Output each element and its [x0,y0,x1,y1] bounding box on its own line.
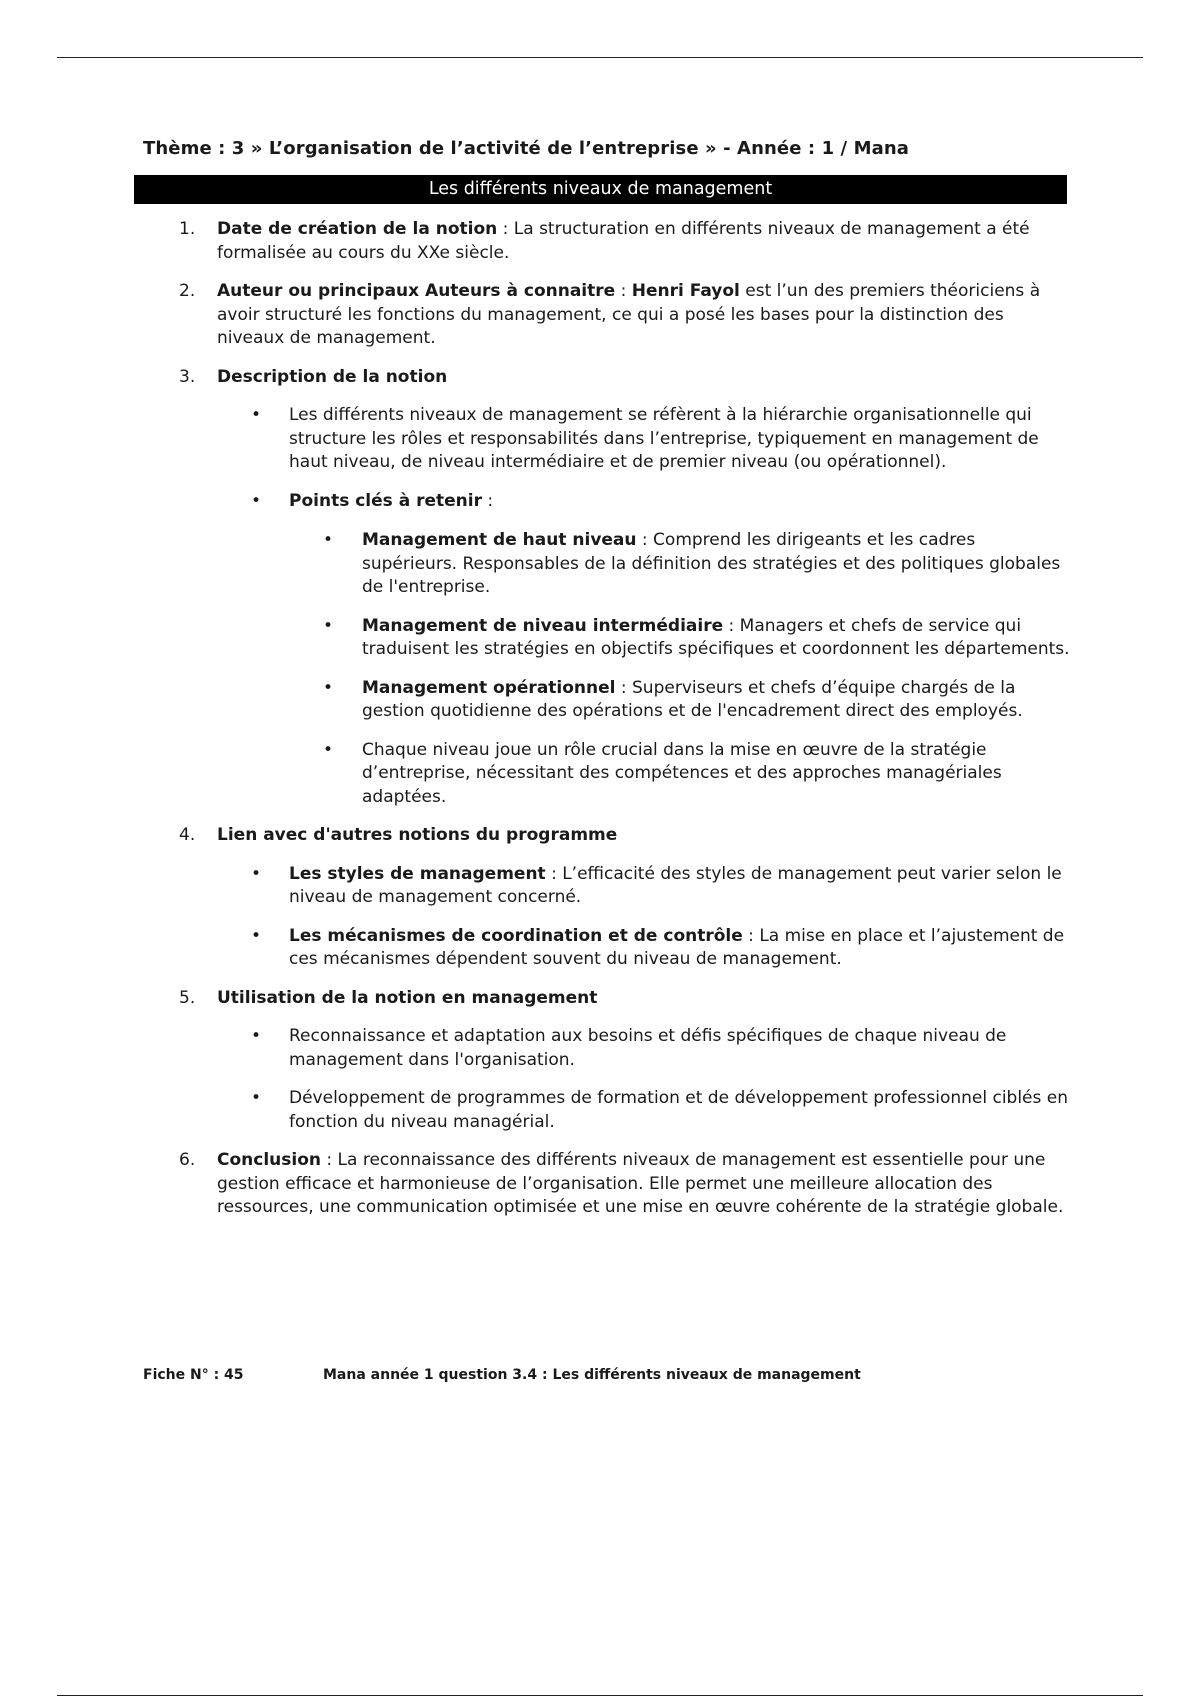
section-number: 2. [179,281,196,301]
section-title: Conclusion [217,1150,321,1170]
section-text: est l’un des premiers théoriciens à avoir structuré les fonctions du management, ce qui a posé les bases pour la distinction des niveaux de management. [217,281,1041,348]
link-item [217,863,1073,910]
bottom-rule [57,1695,1143,1696]
key-point [289,677,1073,724]
sections-list [143,218,1073,1220]
bullet: • [251,863,262,884]
section-number: 5. [179,987,196,1008]
separator: : [615,281,632,301]
definition-text: Les différents niveaux de management se réfèrent à la hiérarchie organisationnelle qui structure les rôles et responsabilités dans l’entreprise, typiquement en management de haut niveau, de niveau intermédiaire et de premier niveau (ou opérationnel). [289,405,1039,472]
top-rule [57,57,1143,58]
fiche-number: Fiche N° : 45 [143,1367,244,1383]
section-number: 1. [179,219,196,239]
section-conclusion [143,1149,1073,1220]
notion-banner: Les différents niveaux de management [134,175,1067,204]
bullet: • [251,490,262,511]
bullet: • [251,405,262,425]
link-item [217,925,1073,972]
closing-point-text: Chaque niveau joue un rôle crucial dans la mise en œuvre de la stratégie d’entreprise, nécessitant des compétences et des approches managériales adaptées. [362,739,1002,807]
usage-item [217,1025,1073,1072]
bullet: • [323,530,334,550]
section-number: 3. [179,366,196,387]
section-text: : La structuration en différents niveaux de management a été formalisée au cours du XXe siècle. [217,219,1030,263]
section-number: 4. [179,825,196,845]
section-creation-date [143,218,1073,265]
section-title: Description de la notion [217,366,448,387]
usage-list [217,1025,1073,1134]
key-point-text: : Managers et chefs de service qui traduisent les stratégies en objectifs spécifiques et coordonnent les départements. [362,615,1070,659]
key-point-text: : Comprend les dirigeants et les cadres supérieurs. Responsables de la définition des stratégies et des politiques globales de l'entreprise. [362,530,1061,597]
section-links [143,824,1073,972]
key-point-title: Management opérationnel [362,677,616,698]
definition-item [217,404,1073,475]
section-authors [143,280,1073,351]
theme-heading: Thème : 3 » L’organisation de l’activité de l’entreprise » - Année : 1 / Mana [143,138,910,159]
link-text: : La mise en place et l’ajustement de ces mécanismes dépendent souvent du niveau de management. [289,925,1065,969]
bullet: • [323,677,334,698]
section-title: Lien avec d'autres notions du programme [217,825,618,845]
key-point [289,615,1073,662]
bullet: • [251,1088,262,1108]
key-points-item [217,490,1073,810]
link-text: : L’efficacité des styles de management peut varier selon le niveau de management concerné. [289,863,1062,907]
bullet: • [323,615,334,636]
footer-title: Mana année 1 question 3.4 : Les différents niveaux de management [323,1367,861,1383]
key-point-title: Management de haut niveau [362,530,637,550]
section-number: 6. [179,1150,196,1170]
usage-item [217,1087,1073,1134]
key-point [289,739,1073,810]
usage-text: Reconnaissance et adaptation aux besoins et défis spécifiques de chaque niveau de management dans l'organisation. [289,1026,1007,1070]
key-point [289,529,1073,600]
key-point-title: Management de niveau intermédiaire [362,615,724,636]
link-title: Les mécanismes de coordination et de contrôle [289,925,743,946]
section-text: : La reconnaissance des différents niveaux de management est essentielle pour une gestion efficace et harmonieuse de l’organisation. Elle permet une meilleure allocation des ressources, une communication optimisée et une mise en œuvre cohérente de la stratégie globale. [217,1150,1064,1217]
description-list [217,404,1073,809]
bullet: • [323,739,334,760]
key-points-label: Points clés à retenir [289,490,482,511]
bullet: • [251,925,262,946]
usage-text: Développement de programmes de formation et de développement professionnel ciblés en fonction du niveau managérial. [289,1088,1069,1132]
bullet: • [251,1026,262,1046]
document-body [143,138,1073,1235]
section-title: Date de création de la notion [217,219,498,239]
links-list [217,863,1073,972]
section-title: Utilisation de la notion en management [217,987,598,1008]
section-title: Auteur ou principaux Auteurs à connaitre [217,281,616,301]
section-usage [143,987,1073,1135]
link-title: Les styles de management [289,863,546,884]
section-description [143,366,1073,810]
author-name: Henri Fayol [631,281,740,301]
key-point-text: : Superviseurs et chefs d’équipe chargés de la gestion quotidienne des opérations et de l'encadrement direct des employés. [362,677,1023,721]
key-points-list [289,529,1073,809]
key-points-suffix: : [481,490,494,511]
